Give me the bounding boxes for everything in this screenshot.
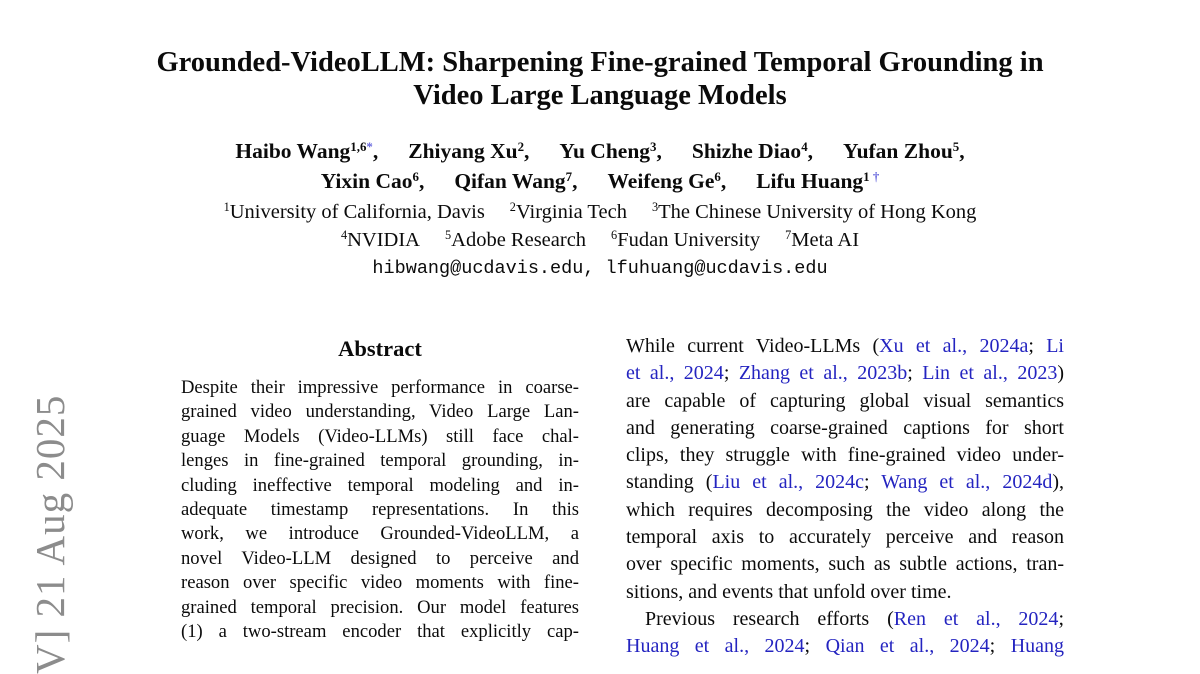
affiliation-superscript: 4 <box>340 228 348 243</box>
author-name: Yu Cheng <box>559 139 651 163</box>
text-segment: ; <box>1028 335 1047 357</box>
text-segment: standing ( <box>626 471 713 494</box>
affiliation-row <box>0 226 1200 254</box>
affiliation: $^2$Virginia Tech <box>509 200 627 223</box>
affiliation: $^5$Adobe Research <box>444 228 587 251</box>
author-superscript: 5 <box>952 139 960 154</box>
text-segment: ; <box>723 362 739 385</box>
author-superscript: 6 <box>714 169 721 184</box>
citation-link[interactable]: Li <box>1046 335 1064 357</box>
affiliation-row <box>0 198 1200 226</box>
left-column <box>181 336 579 644</box>
citation-link[interactable]: Huang et al., 2024 <box>626 635 805 658</box>
text-line <box>626 551 1064 578</box>
author-superscript: 4 <box>801 139 808 154</box>
citation-link[interactable]: Ren et al., 2024 <box>893 607 1059 630</box>
footnote-mark: † <box>872 169 880 184</box>
text-line <box>626 442 1064 469</box>
text-segment: ; <box>989 635 1011 658</box>
text-segment: and generating coarse-grained captions for short <box>626 416 1064 439</box>
affiliation-superscript: 5 <box>444 228 452 243</box>
text-line: guage Models (Video-LLMs) still face chal- <box>181 425 579 447</box>
affiliation-superscript: 3 <box>651 200 659 215</box>
text-line: lenges in fine-grained temporal grounding, in- <box>181 450 579 472</box>
author: Qifan Wang$^7$, <box>454 169 578 193</box>
citation-link[interactable]: et al., 2024 <box>626 362 724 385</box>
author <box>756 166 879 196</box>
author-emails: hibwang@ucdavis.edu, lfuhuang@ucdavis.edu <box>372 258 828 279</box>
affiliation: $^3$The Chinese University of Hong Kong <box>651 200 977 223</box>
text-segment: While current Video-LLMs ( <box>626 335 880 357</box>
text-line <box>626 524 1064 551</box>
text-line <box>626 388 1064 415</box>
affiliation-superscript: 7 <box>785 228 792 243</box>
citation-link[interactable]: Zhang et al., 2023b <box>738 362 908 385</box>
affiliation-superscript: 1 <box>223 200 230 215</box>
citation-link[interactable]: Liu et al., 2024c <box>712 471 865 494</box>
author-name: Weifeng Ge <box>607 169 715 193</box>
abstract-heading: Abstract <box>338 336 422 361</box>
author: Yixin Cao$^6$, <box>320 169 425 193</box>
affiliation: $^1$University of California, Davis <box>223 200 485 223</box>
author: Zhiyang Xu$^2$, <box>408 139 530 163</box>
text-segment: sitions, and events that unfold over time. <box>626 580 952 603</box>
affiliation: $^4$NVIDIA <box>340 228 420 251</box>
text-segment: which requires decomposing the video along the <box>626 498 1064 521</box>
author-name: Yufan Zhou <box>843 139 953 163</box>
author-name: Haibo Wang <box>235 139 351 163</box>
author-name: Yixin Cao <box>320 169 413 193</box>
text-line: work, we introduce Grounded-VideoLLM, a <box>181 523 579 545</box>
text-line: Despite their impressive performance in coarse- <box>181 377 579 398</box>
author-row <box>0 136 1200 166</box>
text-segment: Previous research efforts ( <box>645 607 894 630</box>
text-segment: over specific moments, such as subtle actions, tran- <box>626 553 1064 576</box>
author-superscript: 6 <box>412 169 419 184</box>
author: Yufan Zhou$^5$, <box>843 139 965 163</box>
text-segment: clips, they struggle with fine-grained video under- <box>626 444 1064 467</box>
text-segment: ), <box>1052 471 1064 494</box>
paper-title-line1: Grounded-VideoLLM: Sharpening Fine-grained Temporal Grounding in <box>156 47 1044 78</box>
affiliation-list <box>0 198 1200 254</box>
text-line: grained temporal precision. Our model features <box>181 596 579 618</box>
arxiv-stamp: V] 21 Aug 2025 <box>27 394 73 674</box>
citation-link[interactable]: Lin et al., 2023 <box>922 362 1058 385</box>
paper-title-line2: Video Large Language Models <box>413 80 787 111</box>
text-segment: ; <box>907 362 923 385</box>
author-superscript: 1 † <box>863 169 880 184</box>
author-name: Shizhe Diao <box>691 139 802 163</box>
text-line <box>626 633 1064 660</box>
abstract-body <box>181 376 579 644</box>
introduction-body <box>626 333 1064 661</box>
text-line: (1) a two-stream encoder that explicitly cap- <box>181 620 579 642</box>
text-line <box>626 497 1064 524</box>
citation-link[interactable]: Huang <box>1010 635 1065 658</box>
text-segment: temporal axis to accurately perceive and reason <box>626 526 1064 549</box>
text-line <box>626 606 1064 633</box>
author-superscript: 1,6* <box>350 139 373 154</box>
text-segment: ; <box>1058 607 1064 630</box>
text-line <box>626 415 1064 442</box>
paper-title <box>0 46 1200 112</box>
author-list <box>0 136 1200 196</box>
text-line: cluding ineffective temporal modeling and in- <box>181 474 579 496</box>
author-name: Lifu Huang <box>756 169 864 193</box>
affiliation: $^7$Meta AI <box>785 228 860 251</box>
text-line <box>626 579 1064 606</box>
author: Weifeng Ge$^6$, <box>607 169 727 193</box>
text-line <box>626 469 1064 496</box>
author-superscript: 2 <box>517 139 525 154</box>
text-segment: ) <box>1057 362 1064 385</box>
affiliation-superscript: 6 <box>611 228 618 243</box>
text-line: grained video understanding, Video Large Lan- <box>181 401 579 423</box>
author-row <box>0 166 1200 196</box>
text-line: adequate timestamp representations. In this <box>181 498 579 520</box>
text-line <box>626 360 1064 387</box>
affiliation-superscript: 2 <box>509 200 516 215</box>
author-name: Zhiyang Xu <box>408 139 518 163</box>
author-superscript: 7 <box>565 169 573 184</box>
author: Haibo Wang$^{1,6*}$, <box>235 139 379 163</box>
text-line: novel Video-LLM designed to perceive and <box>181 547 579 569</box>
text-segment: ; <box>864 471 882 494</box>
author: Yu Cheng$^3$, <box>559 139 662 163</box>
text-line <box>626 333 1064 360</box>
text-segment: ; <box>804 635 826 658</box>
author: Shizhe Diao$^4$, <box>691 139 814 163</box>
citation-link[interactable]: Wang et al., 2024d <box>881 471 1053 494</box>
author-name: Qifan Wang <box>454 169 566 193</box>
citation-link[interactable]: Qian et al., 2024 <box>825 635 990 658</box>
author-superscript: 3 <box>650 139 657 154</box>
text-line: reason over specific video moments with fine- <box>181 572 579 594</box>
footnote-mark: * <box>366 139 373 154</box>
text-segment: are capable of capturing global visual semantics <box>626 389 1064 412</box>
citation-link[interactable]: Xu et al., 2024a <box>879 335 1029 357</box>
affiliation: $^6$Fudan University <box>611 228 761 251</box>
